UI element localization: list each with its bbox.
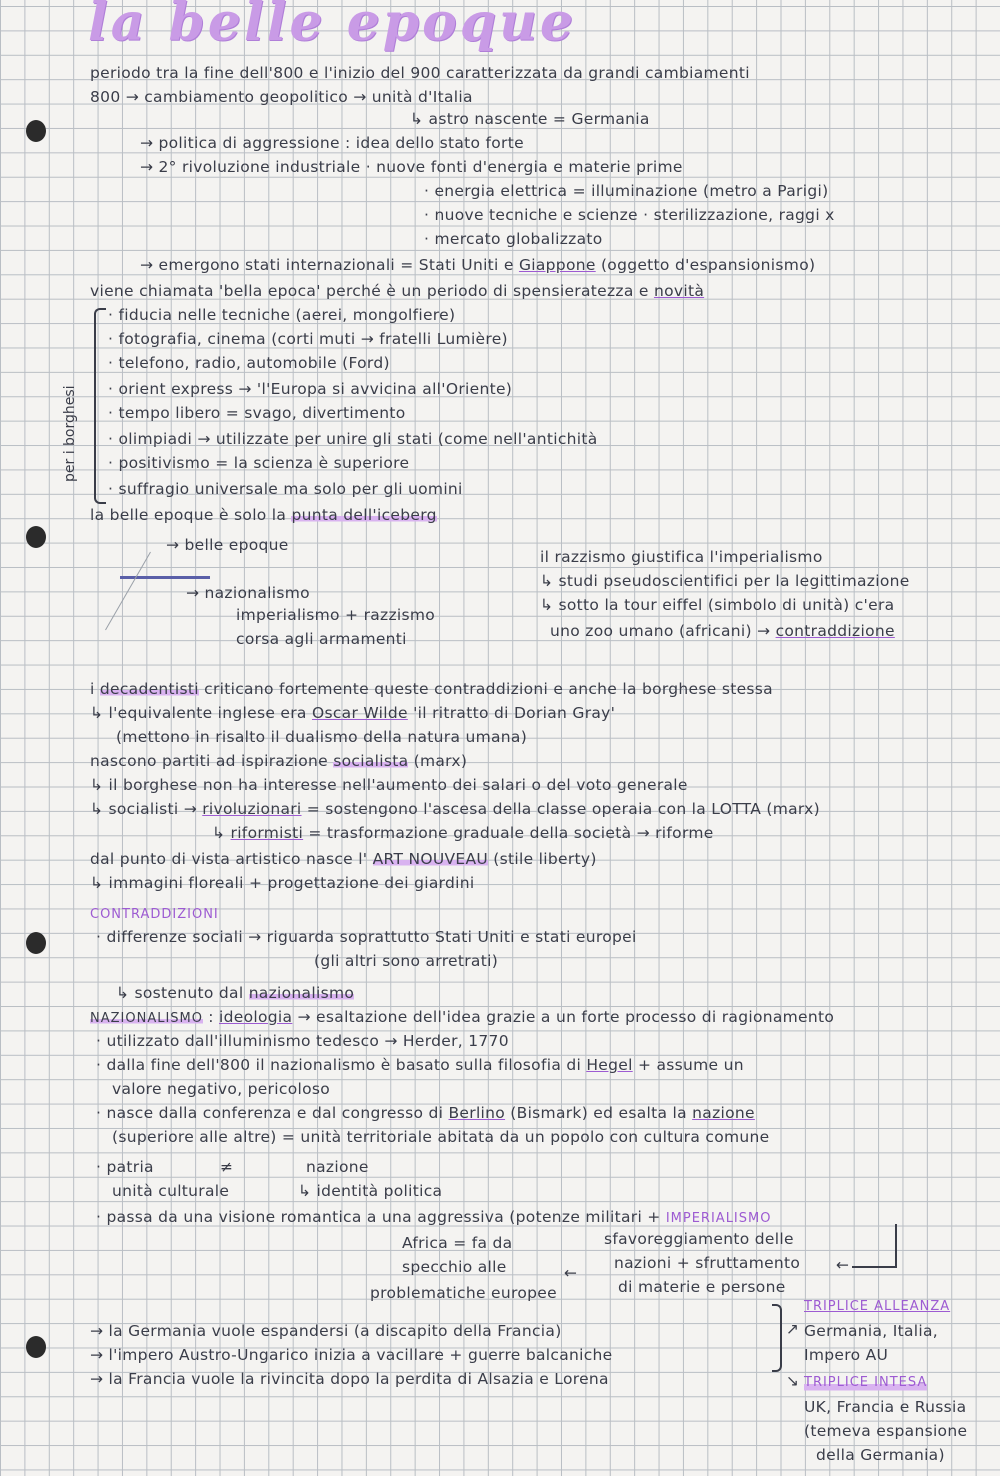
text-span: (oggetto d'espansionismo) [600, 256, 816, 274]
text-span: = trasformazione graduale della società → riforme [308, 824, 714, 842]
text-line: UK, Francia e Russia [804, 1398, 967, 1416]
text-span: → emergono stati internazionali = Stati Uniti e [140, 256, 514, 274]
text-line: nazione [306, 1158, 369, 1176]
text-line: · differenze sociali → riguarda soprattutto Stati Uniti e stati europei [96, 928, 637, 946]
text-line: unità culturale [112, 1182, 230, 1200]
list-item: · telefono, radio, automobile (Ford) [108, 354, 390, 372]
text-line: ↳ immagini floreali + progettazione dei giardini [90, 874, 475, 892]
highlight-word: ART NOUVEAU [372, 850, 489, 868]
text-line: (temeva espansione [804, 1422, 968, 1440]
alliance-title: TRIPLICE ALLEANZA [804, 1299, 951, 1314]
highlight-word: punta dell'iceberg [291, 506, 437, 524]
highlight-word: socialista [333, 752, 409, 770]
text-line [96, 1054, 744, 1076]
text-line [116, 982, 354, 1004]
list-item: · suffragio universale ma solo per gli uomini [108, 480, 463, 498]
binder-hole [26, 1336, 46, 1358]
highlight-word: riformisti [230, 824, 304, 842]
text-line [90, 750, 467, 772]
text-line: → la Germania vuole espandersi (a discapito della Francia) [90, 1322, 562, 1340]
binder-hole [26, 526, 46, 548]
list-bracket [772, 1304, 782, 1372]
text-span: · nasce dalla conferenza e dal congresso di [96, 1104, 444, 1122]
highlight-word: Berlino [448, 1104, 506, 1122]
text-span: (Bismark) ed esalta la [510, 1104, 687, 1122]
text-line: specchio alle [402, 1258, 507, 1276]
alliance-title: TRIPLICE INTESA [804, 1372, 927, 1394]
text-line [140, 254, 815, 276]
text-span: ↳ sostenuto dal [116, 984, 244, 1002]
text-span: · passa da una visione romantica a una aggressiva (potenze militari + [96, 1208, 661, 1226]
list-bracket [94, 308, 106, 504]
text-span: 'il ritratto di Dorian Gray' [413, 704, 616, 722]
text-line: · patria [96, 1158, 154, 1176]
text-line [550, 620, 895, 642]
text-span: (stile liberty) [493, 850, 597, 868]
text-line: nazioni + sfruttamento [614, 1254, 801, 1272]
section-heading: NAZIONALISMO [90, 1011, 203, 1026]
diagram-label: → belle epoque [166, 536, 289, 554]
text-line: → politica di aggressione : idea dello stato forte [140, 134, 524, 152]
text-line [212, 822, 714, 844]
list-item: · fotografia, cinema (corti muti → fratelli Lumière) [108, 330, 508, 348]
highlight-word: nazione [692, 1104, 755, 1122]
text-line: sfavoreggiamento delle [604, 1230, 794, 1248]
diagram-label: → nazionalismo [186, 584, 310, 602]
text-line: della Germania) [816, 1446, 945, 1464]
diagram-label: corsa agli armamenti [236, 630, 407, 648]
text-line: ↳ il borghese non ha interesse nell'aumento dei salari o del voto generale [90, 776, 688, 794]
highlight-word: nazionalismo [248, 984, 355, 1002]
text-line: · utilizzato dall'illuminismo tedesco → Herder, 1770 [96, 1032, 509, 1050]
text-line [96, 1206, 771, 1230]
text-line: il razzismo giustifica l'imperialismo [540, 548, 823, 566]
text-span: + assume un [637, 1056, 744, 1074]
highlight-word: Giappone [518, 256, 596, 274]
text-line: problematiche europee [370, 1284, 557, 1302]
text-line [90, 678, 773, 700]
text-span: nascono partiti ad ispirazione [90, 752, 328, 770]
text-line [96, 1102, 755, 1124]
text-line: ↳ astro nascente = Germania [410, 110, 650, 128]
list-item: · olimpiadi → utilizzate per unire gli stati (come nell'antichità [108, 430, 598, 448]
arrow-icon: ↗ [786, 1320, 800, 1338]
highlight-word: rivoluzionari [202, 800, 302, 818]
text-span: : [208, 1008, 214, 1026]
side-label: per i borghesi [62, 385, 78, 482]
arrow-icon: ↘ [786, 1372, 800, 1390]
text-span: · dalla fine dell'800 il nazionalismo è basato sulla filosofia di [96, 1056, 582, 1074]
highlight-word: ideologia [219, 1008, 293, 1026]
text-line: → l'impero Austro-Ungarico inizia a vacillare + guerre balcaniche [90, 1346, 613, 1364]
text-line: periodo tra la fine dell'800 e l'inizio del 900 caratterizzata da grandi cambiamenti [90, 64, 750, 82]
text-line: ≠ [220, 1158, 234, 1176]
text-span: uno zoo umano (africani) → [550, 622, 771, 640]
list-item: · tempo libero = svago, divertimento [108, 404, 406, 422]
text-line: valore negativo, pericoloso [112, 1080, 331, 1098]
highlight-word: IMPERIALISMO [665, 1211, 772, 1226]
highlight-word: decadentisti [99, 680, 199, 698]
text-line [90, 280, 704, 302]
text-line: Africa = fa da [402, 1234, 513, 1252]
text-line [90, 1006, 834, 1030]
text-line: Germania, Italia, [804, 1322, 939, 1340]
text-line: Impero AU [804, 1346, 889, 1364]
text-line [90, 798, 820, 820]
text-line: → la Francia vuole la rivincita dopo la perdita di Alsazia e Lorena [90, 1370, 609, 1388]
arrow-icon: ← [836, 1256, 850, 1274]
text-span: ↳ socialisti → [90, 800, 197, 818]
text-span: ↳ [212, 824, 226, 842]
text-span: ↳ l'equivalente inglese era [90, 704, 307, 722]
text-span: la belle epoque è solo la [90, 506, 287, 524]
text-line: · nuove tecniche e scienze · sterilizzazione, raggi x [424, 206, 835, 224]
diagram-line [105, 552, 151, 630]
text-span: criticano fortemente queste contraddizioni e anche la borghese stessa [204, 680, 773, 698]
list-item: · fiducia nelle tecniche (aerei, mongolfiere) [108, 306, 456, 324]
page-title: la belle epoque [88, 0, 577, 53]
text-line: → 2° rivoluzione industriale · nuove fonti d'energia e materie prime [140, 158, 683, 176]
highlight-word: contraddizione [775, 622, 895, 640]
connector-line [895, 1224, 897, 1268]
text-span: dal punto di vista artistico nasce l' [90, 850, 368, 868]
text-line: (mettono in risalto il dualismo della natura umana) [116, 728, 528, 746]
text-line: di materie e persone [618, 1278, 786, 1296]
text-span: (marx) [413, 752, 468, 770]
text-line: (gli altri sono arretrati) [314, 952, 499, 970]
text-line: · energia elettrica = illuminazione (metro a Parigi) [424, 182, 829, 200]
text-line: (superiore alle altre) = unità territoriale abitata da un popolo con cultura comune [112, 1128, 770, 1146]
list-item: · positivismo = la scienza è superiore [108, 454, 410, 472]
connector-line [852, 1266, 896, 1268]
text-span: viene chiamata 'bella epoca' perché è un periodo di spensieratezza e [90, 282, 649, 300]
highlight-word: novità [653, 282, 705, 300]
diagram-label: imperialismo + razzismo [236, 606, 436, 624]
binder-hole [26, 932, 46, 954]
text-span: = sostengono l'ascesa della classe operaia con la LOTTA (marx) [306, 800, 821, 818]
arrow-icon: ← [564, 1264, 578, 1282]
binder-hole [26, 120, 46, 142]
text-line [90, 848, 597, 870]
text-line: ↳ studi pseudoscientifici per la legittimazione [540, 572, 910, 590]
highlight-word: Oscar Wilde [311, 704, 408, 722]
text-line [90, 504, 437, 526]
text-line: ↳ sotto la tour eiffel (simbolo di unità) c'era [540, 596, 895, 614]
text-span: i [90, 680, 95, 698]
list-item: · orient express → 'l'Europa si avvicina all'Oriente) [108, 380, 513, 398]
text-line: ↳ identità politica [298, 1182, 443, 1200]
text-span: → esaltazione dell'idea grazie a un forte processo di ragionamento [297, 1008, 835, 1026]
highlight-word: Hegel [586, 1056, 633, 1074]
text-line: · mercato globalizzato [424, 230, 603, 248]
text-line [90, 702, 615, 724]
text-line: 800 → cambiamento geopolitico → unità d'Italia [90, 88, 473, 106]
section-heading: CONTRADDIZIONI [90, 907, 219, 922]
